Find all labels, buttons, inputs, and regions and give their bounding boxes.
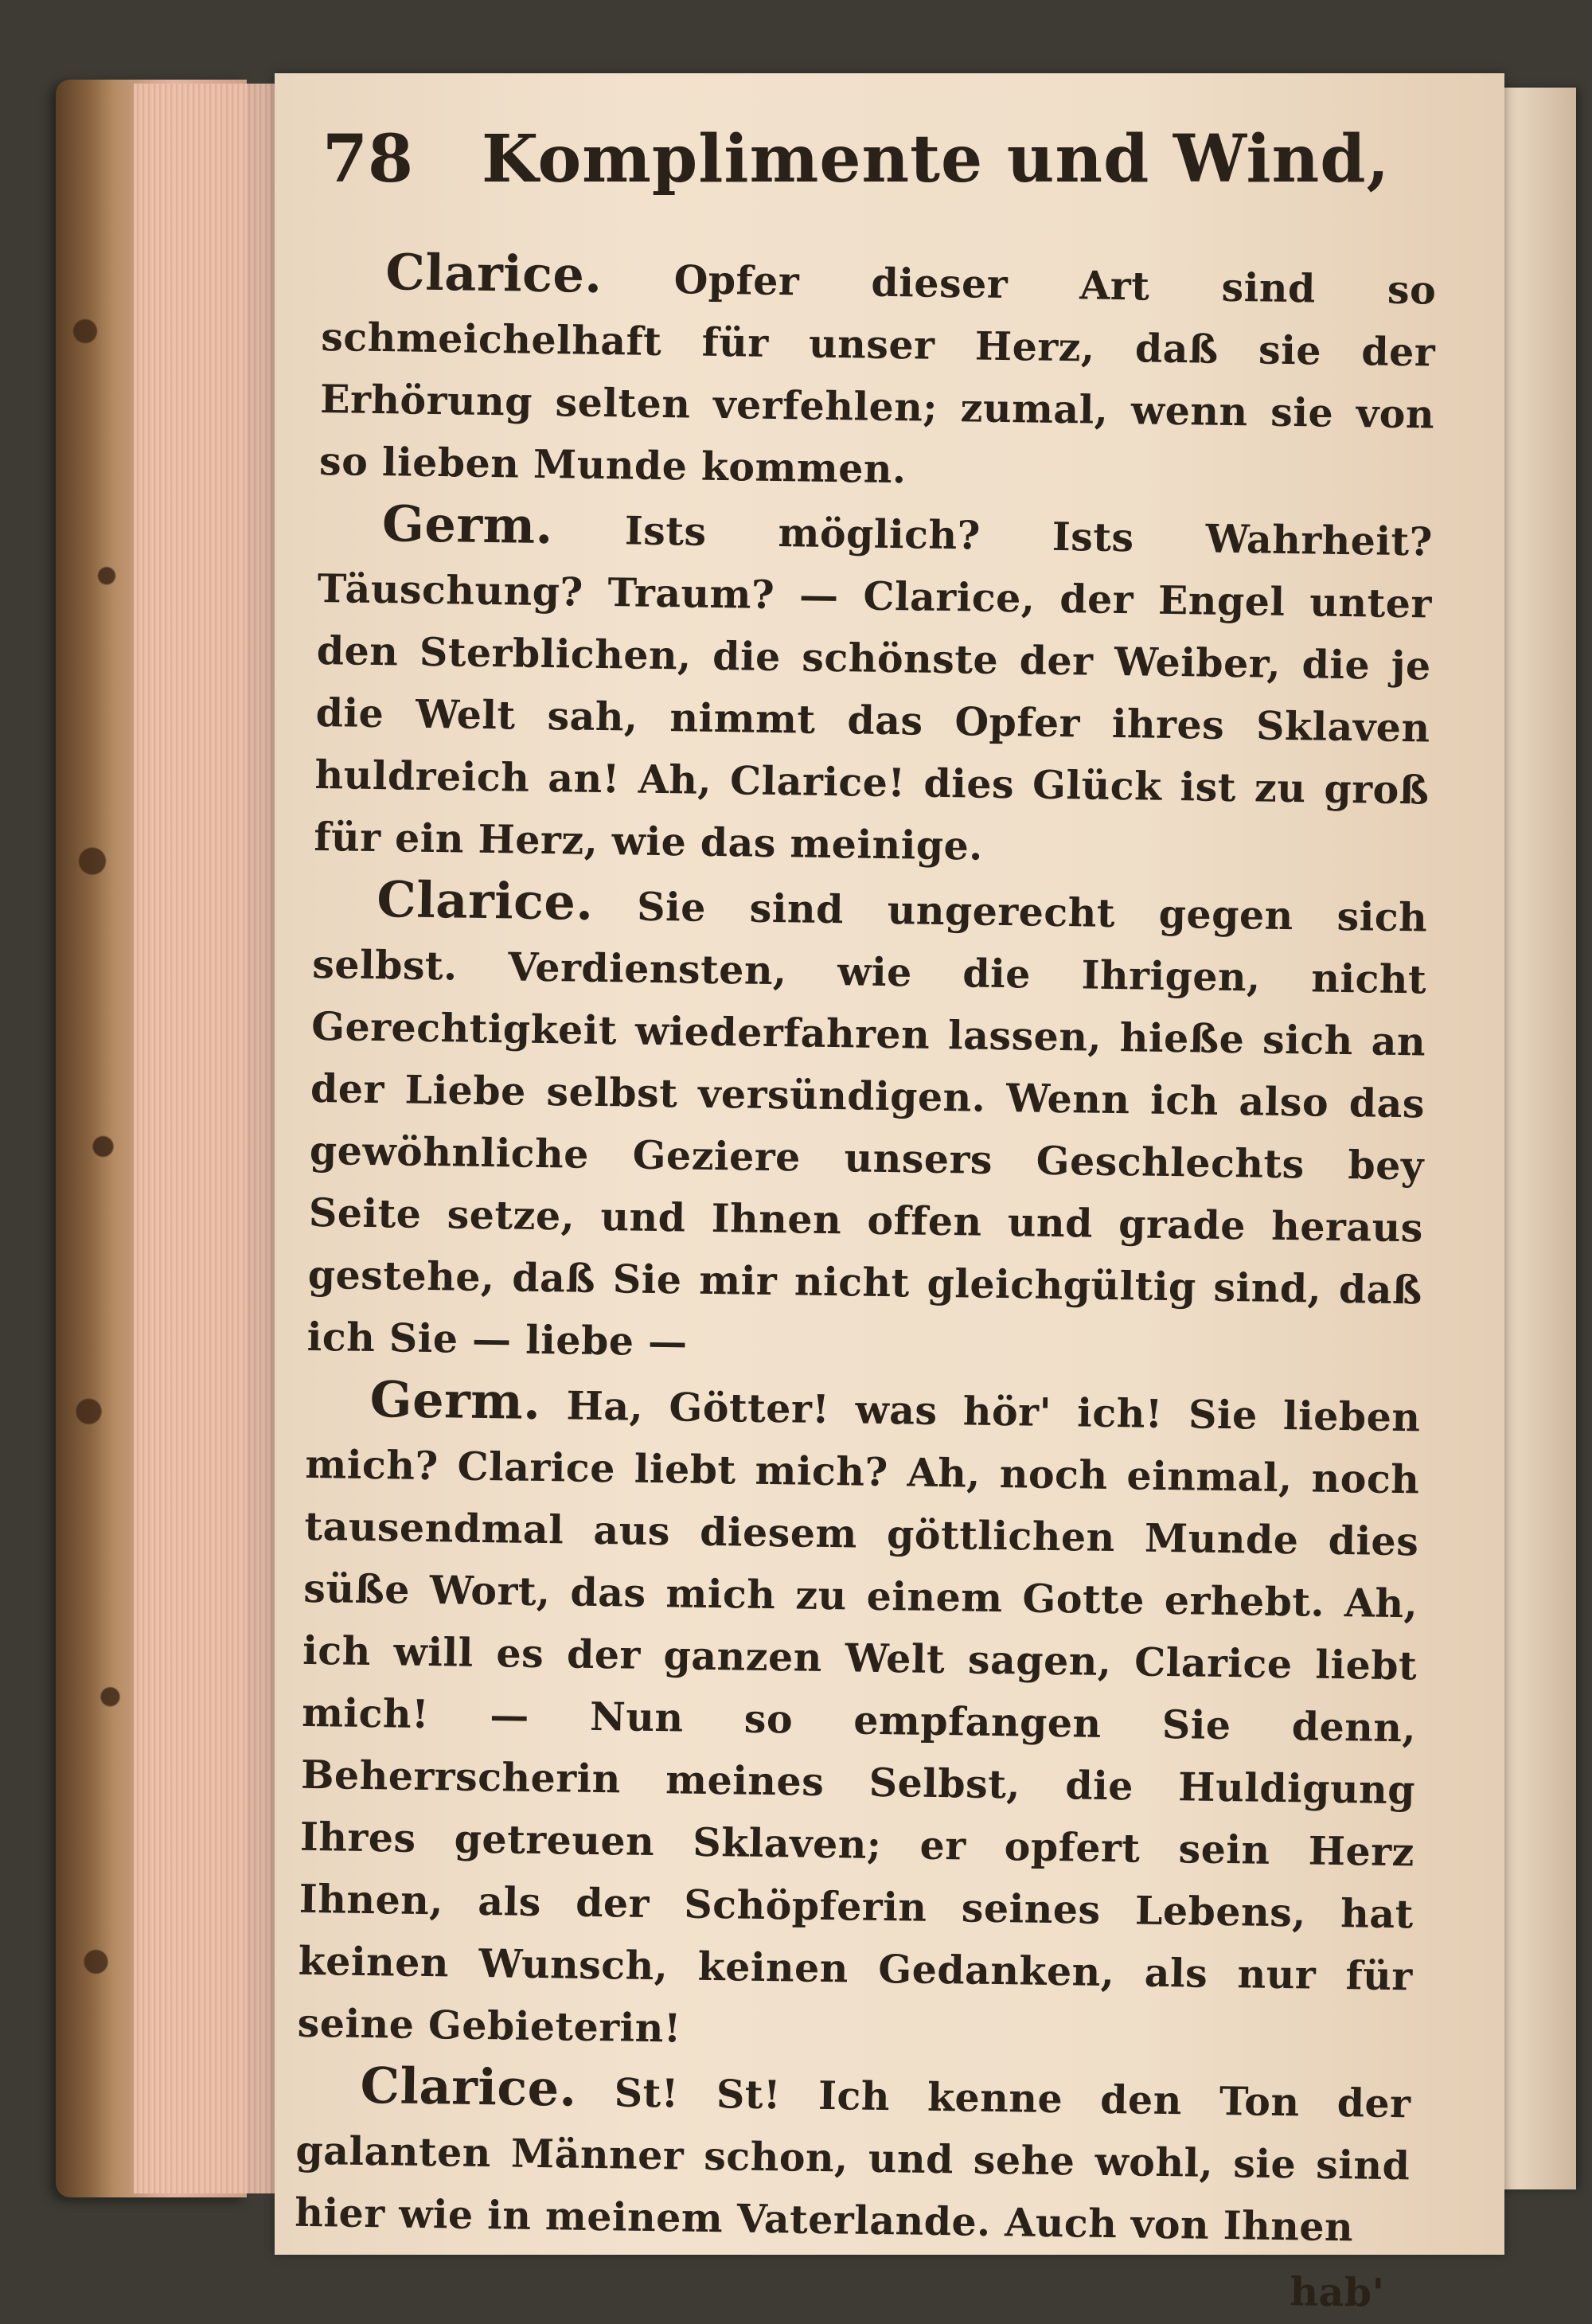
paragraph-text: Opfer dieser Art sind so schmeichelhaft für unser Herz, daß sie der Erhörung selten verfehlen; zumal, wenn sie von so lieben Munde kommen. [318, 256, 1437, 493]
page-stack-edges [134, 84, 285, 2193]
paragraph-text: Sie sind ungerecht gegen sich selbst. Verdiensten, wie die Ihrigen, nicht Gerechtigkeit wiederfahren lassen, hieße sich an der Liebe selbst versündigen. Wenn ich also das gewöhnliche Geziere unsers Geschlechts bey Seite setze, und Ihnen offen und grade heraus gestehe, daß Sie mir nicht gleichgültig sind, daß ich Sie — liebe — [306, 883, 1428, 1365]
body-text [294, 240, 1437, 2324]
page-header [322, 121, 1437, 240]
paragraph-text: Ists möglich? Ists Wahrheit? Täuschung? Traum? — Clarice, der Engel unter den Sterblichen, die schönste der Weiber, die je die Welt sah, nimmt das Opfer ihres Sklaven huldreich an! Ah, Clarice! dies Glück ist zu groß für ein Herz, wie das meinige. [314, 507, 1434, 869]
paragraph [295, 2054, 1411, 2260]
paragraph [319, 240, 1437, 508]
speaker-name: Clarice. [360, 2056, 578, 2118]
catchword: hab' [1290, 2268, 1385, 2316]
page-content [295, 121, 1437, 2316]
speaker-name: Germ. [369, 1369, 541, 1431]
paragraph-text: Ha, Götter! was hör' ich! Sie lieben mich? Clarice liebt mich? Ah, noch einmal, noch tausendmal aus diesem göttlichen Munde dies süße Wort, das mich zu einem Gotte erhebt. Ah, ich will es der ganzen Welt sagen, Clarice liebt mich! — Nun so empfangen Sie denn, Beherrscherin meines Selbst, die Huldigung Ihres getreuen Sklaven; er opfert sein Herz Ihnen, als der Schöpferin seines Lebens, hat keinen Wunsch, keinen Gedanken, als nur für seine Gebieterin! [297, 1382, 1421, 2052]
paragraph-text: St! St! Ich kenne den Ton der galanten Männer schon, und sehe wohl, sie sind hier wie in meinem Vaterlande. Auch von Ihnen [295, 2069, 1411, 2251]
speaker-name: Clarice. [384, 243, 603, 304]
foxing-spots [64, 127, 135, 2166]
speaker-name: Clarice. [376, 870, 595, 932]
running-title: Komplimente und Wind, [482, 121, 1391, 197]
paragraph [306, 868, 1428, 1383]
paragraph [314, 492, 1433, 884]
speaker-name: Germ. [381, 494, 554, 556]
book-page [275, 73, 1504, 2316]
page-number: 78 [322, 121, 414, 197]
paragraph [297, 1368, 1421, 2069]
